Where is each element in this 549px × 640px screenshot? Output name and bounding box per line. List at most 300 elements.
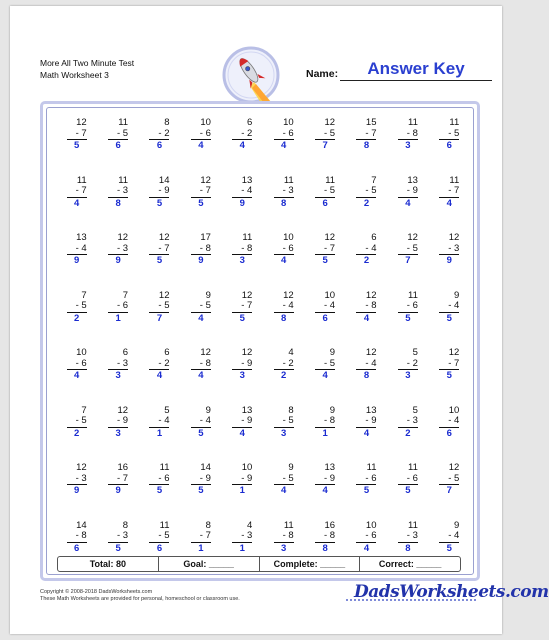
problem-item bbox=[387, 406, 428, 464]
answer: 6 bbox=[322, 197, 328, 209]
answer: 4 bbox=[322, 370, 328, 381]
answer: 1 bbox=[322, 427, 328, 439]
problem-item bbox=[180, 463, 221, 521]
minuend: 7 bbox=[371, 174, 377, 186]
minuend: 12 bbox=[117, 404, 129, 416]
subtrahend: - 5 bbox=[274, 474, 294, 486]
problem-item bbox=[346, 348, 387, 406]
minuend: 12 bbox=[365, 347, 377, 358]
minuend: 6 bbox=[122, 347, 129, 358]
minuend: 10 bbox=[76, 347, 87, 358]
subtrahend: - 8 bbox=[232, 244, 252, 256]
complete-field: Complete: _____ bbox=[260, 557, 361, 571]
minuend: 14 bbox=[200, 462, 211, 473]
minuend: 9 bbox=[454, 289, 460, 301]
minuend: 10 bbox=[283, 232, 294, 243]
answer: 5 bbox=[405, 312, 411, 324]
minuend: 11 bbox=[283, 174, 294, 186]
problem-item bbox=[56, 233, 97, 291]
problem-item bbox=[429, 463, 470, 521]
answer: 5 bbox=[198, 197, 204, 209]
brand-logo: DadsWorksheets.com bbox=[354, 582, 549, 602]
minuend: 9 bbox=[329, 404, 336, 416]
subtrahend: - 8 bbox=[67, 531, 87, 543]
answer: 9 bbox=[446, 255, 452, 266]
subtrahend: - 7 bbox=[67, 186, 87, 198]
problem-item bbox=[139, 291, 180, 349]
minuend: 12 bbox=[76, 117, 87, 128]
answer: 5 bbox=[198, 427, 204, 439]
answer: 5 bbox=[446, 370, 452, 381]
answer: 5 bbox=[405, 485, 411, 496]
subtrahend: - 9 bbox=[108, 416, 128, 428]
minuend: 5 bbox=[164, 404, 170, 416]
answer: 5 bbox=[156, 255, 163, 266]
minuend: 11 bbox=[366, 462, 377, 473]
problem-item bbox=[139, 348, 180, 406]
minuend: 9 bbox=[288, 462, 294, 473]
problem-item bbox=[304, 348, 345, 406]
minuend: 7 bbox=[81, 404, 87, 416]
problem-item bbox=[346, 406, 387, 464]
answer: 7 bbox=[156, 312, 163, 324]
worksheet-subtitle: Math Worksheet 3 bbox=[40, 70, 109, 80]
subtrahend: - 6 bbox=[356, 474, 376, 486]
problem-item bbox=[263, 406, 304, 464]
minuend: 8 bbox=[288, 404, 294, 416]
answer: 4 bbox=[322, 485, 328, 496]
answer: 5 bbox=[115, 542, 121, 554]
answer: 7 bbox=[322, 140, 328, 151]
answer: 3 bbox=[405, 140, 411, 151]
answer: 3 bbox=[281, 542, 287, 554]
subtrahend: - 3 bbox=[439, 244, 459, 256]
minuend: 11 bbox=[76, 174, 87, 186]
subtrahend: - 9 bbox=[232, 416, 252, 428]
problem-item bbox=[222, 406, 263, 464]
problem-item bbox=[387, 176, 428, 234]
answer: 9 bbox=[239, 197, 245, 209]
answer: 1 bbox=[198, 542, 204, 554]
minuend: 12 bbox=[365, 289, 377, 301]
answer: 5 bbox=[156, 197, 163, 209]
problem-item bbox=[263, 233, 304, 291]
subtrahend: - 3 bbox=[67, 474, 87, 486]
minuend: 4 bbox=[247, 519, 253, 531]
subtrahend: - 4 bbox=[439, 301, 459, 313]
answer: 3 bbox=[281, 427, 287, 439]
subtrahend: - 3 bbox=[108, 531, 128, 543]
answer: 9 bbox=[115, 485, 121, 496]
problem-item bbox=[304, 406, 345, 464]
problem-item bbox=[56, 176, 97, 234]
answer: 8 bbox=[363, 140, 370, 151]
minuend: 12 bbox=[324, 117, 336, 128]
subtrahend: - 3 bbox=[398, 416, 418, 428]
subtrahend: - 7 bbox=[232, 301, 252, 313]
minuend: 8 bbox=[164, 117, 170, 128]
problem-item bbox=[263, 348, 304, 406]
answer: 3 bbox=[115, 427, 121, 439]
answer: 4 bbox=[405, 197, 411, 209]
answer: 5 bbox=[363, 485, 370, 496]
problem-item bbox=[429, 233, 470, 291]
minuend: 12 bbox=[117, 232, 129, 243]
worksheet-title: More All Two Minute Test bbox=[40, 58, 135, 68]
subtrahend: - 8 bbox=[356, 301, 376, 313]
answer: 4 bbox=[446, 197, 452, 209]
subtrahend: - 9 bbox=[356, 416, 376, 428]
answer: 3 bbox=[405, 370, 411, 381]
answer: 8 bbox=[405, 542, 411, 554]
answer: 8 bbox=[281, 197, 287, 209]
subtrahend: - 5 bbox=[149, 531, 169, 543]
minuend: 4 bbox=[288, 347, 294, 358]
problem-item bbox=[97, 406, 138, 464]
minuend: 8 bbox=[122, 519, 129, 531]
answer: 2 bbox=[363, 255, 370, 266]
problem-item bbox=[387, 233, 428, 291]
problem-item bbox=[387, 291, 428, 349]
subtrahend: - 4 bbox=[356, 244, 376, 256]
subtrahend: - 8 bbox=[398, 129, 418, 141]
subtrahend: - 5 bbox=[398, 244, 418, 256]
minuend: 12 bbox=[448, 232, 460, 243]
subtrahend: - 9 bbox=[232, 474, 252, 486]
minuend: 12 bbox=[241, 289, 253, 301]
problem-item bbox=[97, 463, 138, 521]
minuend: 11 bbox=[159, 519, 170, 531]
problem-frame bbox=[40, 101, 480, 581]
answer: 1 bbox=[239, 542, 245, 554]
minuend: 11 bbox=[408, 519, 418, 531]
subtrahend: - 8 bbox=[191, 244, 211, 256]
goal-field: Goal: _____ bbox=[159, 557, 260, 571]
minuend: 12 bbox=[448, 462, 460, 473]
subtrahend: - 7 bbox=[191, 186, 211, 198]
subtrahend: - 6 bbox=[398, 301, 418, 313]
minuend: 5 bbox=[412, 347, 418, 358]
subtrahend: - 7 bbox=[439, 186, 459, 198]
problem-item bbox=[139, 176, 180, 234]
subtrahend: - 5 bbox=[315, 129, 335, 141]
subtrahend: - 4 bbox=[439, 416, 459, 428]
answer: 8 bbox=[322, 542, 328, 554]
problem-item bbox=[429, 348, 470, 406]
minuend: 12 bbox=[158, 289, 170, 301]
answer: 4 bbox=[198, 370, 204, 381]
minuend: 7 bbox=[122, 289, 129, 301]
problem-item bbox=[429, 176, 470, 234]
answer: 5 bbox=[322, 255, 328, 266]
minuend: 15 bbox=[365, 117, 377, 128]
name-label: Name: bbox=[306, 68, 339, 80]
subtrahend: - 5 bbox=[315, 186, 335, 198]
problem-item bbox=[222, 118, 263, 176]
problem-item bbox=[180, 118, 221, 176]
subtrahend: - 6 bbox=[356, 531, 376, 543]
answer: 3 bbox=[115, 370, 121, 381]
answer: 7 bbox=[405, 255, 411, 266]
subtrahend: - 6 bbox=[191, 129, 211, 141]
minuend: 12 bbox=[76, 462, 87, 473]
answer: 4 bbox=[363, 542, 370, 554]
subtrahend: - 3 bbox=[108, 244, 128, 256]
subtrahend: - 7 bbox=[315, 244, 335, 256]
problem-item bbox=[56, 118, 97, 176]
minuend: 11 bbox=[449, 174, 460, 186]
subtrahend: - 3 bbox=[274, 186, 294, 198]
minuend: 9 bbox=[454, 519, 460, 531]
subtrahend: - 6 bbox=[67, 359, 87, 371]
minuend: 10 bbox=[448, 404, 460, 416]
subtrahend: - 4 bbox=[232, 186, 252, 198]
answer: 5 bbox=[74, 140, 80, 151]
subtrahend: - 7 bbox=[108, 474, 128, 486]
subtrahend: - 5 bbox=[67, 416, 87, 428]
name-underline bbox=[340, 80, 492, 81]
problem-item bbox=[139, 463, 180, 521]
subtrahend: - 9 bbox=[191, 474, 211, 486]
problem-item bbox=[304, 291, 345, 349]
subtrahend: - 8 bbox=[315, 531, 335, 543]
problem-item bbox=[222, 463, 263, 521]
answer: 6 bbox=[446, 140, 452, 151]
problem-item bbox=[222, 291, 263, 349]
copyright-text: Copyright © 2008-2018 DadsWorksheets.com bbox=[40, 589, 153, 595]
subtrahend: - 7 bbox=[149, 244, 169, 256]
problem-item bbox=[139, 233, 180, 291]
problem-item bbox=[180, 291, 221, 349]
minuend: 12 bbox=[324, 232, 336, 243]
minuend: 9 bbox=[329, 347, 336, 358]
answer: 5 bbox=[198, 485, 204, 496]
problem-grid bbox=[56, 118, 470, 578]
answer: 1 bbox=[156, 427, 163, 439]
problem-item bbox=[56, 348, 97, 406]
problem-item bbox=[346, 233, 387, 291]
answer-key-heading: Answer Key bbox=[367, 59, 465, 78]
answer: 3 bbox=[239, 255, 245, 266]
subtrahend: - 8 bbox=[315, 416, 335, 428]
minuend: 9 bbox=[205, 404, 211, 416]
subtrahend: - 5 bbox=[315, 359, 335, 371]
problem-item bbox=[97, 233, 138, 291]
subtrahend: - 4 bbox=[315, 301, 335, 313]
score-bar bbox=[57, 556, 461, 572]
minuend: 13 bbox=[241, 174, 253, 186]
usage-notice: These Math Worksheets are provided for personal, homeschool or classroom use. bbox=[40, 596, 240, 602]
minuend: 7 bbox=[81, 289, 87, 301]
answer: 5 bbox=[446, 312, 452, 324]
problem-item bbox=[304, 233, 345, 291]
minuend: 12 bbox=[283, 289, 294, 301]
answer: 2 bbox=[405, 427, 411, 439]
subtrahend: - 3 bbox=[108, 186, 128, 198]
problem-item bbox=[304, 463, 345, 521]
minuend: 11 bbox=[242, 232, 253, 243]
problem-item bbox=[97, 118, 138, 176]
answer: 2 bbox=[363, 197, 370, 209]
brand-underline bbox=[346, 597, 476, 601]
problem-item bbox=[180, 176, 221, 234]
minuend: 16 bbox=[117, 462, 129, 473]
problem-item bbox=[56, 463, 97, 521]
answer: 5 bbox=[446, 542, 452, 554]
minuend: 6 bbox=[164, 347, 170, 358]
minuend: 14 bbox=[158, 174, 170, 186]
subtrahend: - 4 bbox=[274, 301, 294, 313]
minuend: 12 bbox=[158, 232, 170, 243]
answer: 6 bbox=[446, 427, 452, 439]
minuend: 10 bbox=[324, 289, 336, 301]
subtrahend: - 5 bbox=[439, 474, 459, 486]
minuend: 13 bbox=[76, 232, 87, 243]
subtrahend: - 5 bbox=[274, 416, 294, 428]
subtrahend: - 7 bbox=[191, 531, 211, 543]
answer: 4 bbox=[363, 312, 370, 324]
answer: 4 bbox=[281, 140, 287, 151]
problem-item bbox=[346, 291, 387, 349]
problem-item bbox=[180, 348, 221, 406]
subtrahend: - 5 bbox=[191, 301, 211, 313]
subtrahend: - 9 bbox=[149, 186, 169, 198]
minuend: 12 bbox=[200, 347, 211, 358]
minuend: 11 bbox=[408, 117, 418, 128]
minuend: 6 bbox=[247, 117, 253, 128]
minuend: 11 bbox=[325, 174, 336, 186]
problem-item bbox=[97, 291, 138, 349]
total-count: Total: 80 bbox=[58, 557, 159, 571]
minuend: 12 bbox=[448, 347, 460, 358]
footer-copyright bbox=[40, 589, 240, 603]
answer: 6 bbox=[115, 140, 121, 151]
subtrahend: - 3 bbox=[108, 359, 128, 371]
subtrahend: - 2 bbox=[149, 129, 169, 141]
problem-item bbox=[346, 118, 387, 176]
subtrahend: - 7 bbox=[439, 359, 459, 371]
problem-item bbox=[263, 118, 304, 176]
answer: 9 bbox=[115, 255, 121, 266]
problem-item bbox=[139, 118, 180, 176]
subtrahend: - 9 bbox=[232, 359, 252, 371]
answer: 6 bbox=[156, 140, 163, 151]
minuend: 9 bbox=[205, 289, 211, 301]
answer: 6 bbox=[74, 542, 80, 554]
subtrahend: - 5 bbox=[149, 301, 169, 313]
answer: 9 bbox=[74, 485, 80, 496]
problem-item bbox=[97, 348, 138, 406]
problem-item bbox=[429, 291, 470, 349]
subtrahend: - 2 bbox=[232, 129, 252, 141]
answer: 5 bbox=[156, 485, 163, 496]
subtrahend: - 4 bbox=[439, 531, 459, 543]
minuend: 13 bbox=[365, 404, 377, 416]
minuend: 13 bbox=[241, 404, 253, 416]
subtrahend: - 7 bbox=[67, 129, 87, 141]
minuend: 11 bbox=[159, 462, 170, 473]
minuend: 10 bbox=[200, 117, 211, 128]
answer: 7 bbox=[446, 485, 452, 496]
problem-item bbox=[180, 233, 221, 291]
problem-item bbox=[387, 118, 428, 176]
answer: 1 bbox=[115, 312, 121, 324]
problem-item bbox=[222, 348, 263, 406]
problem-item bbox=[97, 176, 138, 234]
answer: 2 bbox=[74, 427, 80, 439]
subtrahend: - 9 bbox=[315, 474, 335, 486]
minuend: 13 bbox=[407, 174, 418, 186]
subtrahend: - 2 bbox=[274, 359, 294, 371]
minuend: 11 bbox=[283, 519, 294, 531]
answer: 4 bbox=[363, 427, 370, 439]
answer: 4 bbox=[239, 140, 245, 151]
subtrahend: - 8 bbox=[274, 531, 294, 543]
answer: 2 bbox=[281, 370, 287, 381]
answer: 4 bbox=[156, 370, 163, 381]
problem-item bbox=[263, 176, 304, 234]
answer: 9 bbox=[198, 255, 204, 266]
answer: 4 bbox=[239, 427, 245, 439]
subtrahend: - 7 bbox=[356, 129, 376, 141]
subtrahend: - 6 bbox=[274, 129, 294, 141]
answer: 4 bbox=[74, 370, 80, 381]
problem-item bbox=[263, 291, 304, 349]
subtrahend: - 6 bbox=[108, 301, 128, 313]
minuend: 12 bbox=[241, 347, 253, 358]
subtrahend: - 6 bbox=[398, 474, 418, 486]
subtrahend: - 4 bbox=[191, 416, 211, 428]
correct-field: Correct: _____ bbox=[378, 559, 442, 569]
problem-item bbox=[429, 406, 470, 464]
subtrahend: - 2 bbox=[149, 359, 169, 371]
answer: 3 bbox=[239, 370, 245, 381]
rocket-icon bbox=[220, 44, 282, 106]
answer: 4 bbox=[198, 140, 204, 151]
minuend: 10 bbox=[241, 462, 253, 473]
answer: 8 bbox=[281, 312, 287, 324]
worksheet-page bbox=[10, 6, 549, 634]
minuend: 5 bbox=[412, 404, 418, 416]
minuend: 12 bbox=[407, 232, 418, 243]
subtrahend: - 5 bbox=[67, 301, 87, 313]
minuend: 12 bbox=[200, 174, 211, 186]
minuend: 13 bbox=[324, 462, 336, 473]
answer: 6 bbox=[322, 312, 328, 324]
subtrahend: - 8 bbox=[191, 359, 211, 371]
problem-item bbox=[304, 118, 345, 176]
problem-item bbox=[56, 406, 97, 464]
minuend: 11 bbox=[449, 117, 460, 128]
subtrahend: - 3 bbox=[398, 531, 418, 543]
problem-item bbox=[346, 463, 387, 521]
answer: 2 bbox=[74, 312, 80, 324]
minuend: 11 bbox=[408, 462, 418, 473]
problem-item bbox=[387, 463, 428, 521]
answer: 4 bbox=[198, 312, 204, 324]
minuend: 8 bbox=[205, 519, 211, 531]
minuend: 10 bbox=[365, 519, 377, 531]
problem-item bbox=[180, 406, 221, 464]
minuend: 6 bbox=[371, 232, 377, 243]
answer: 4 bbox=[281, 255, 287, 266]
minuend: 11 bbox=[408, 289, 418, 301]
problem-item bbox=[222, 176, 263, 234]
name-field bbox=[306, 59, 492, 82]
answer: 9 bbox=[74, 255, 80, 266]
minuend: 11 bbox=[118, 117, 129, 128]
subtrahend: - 5 bbox=[356, 186, 376, 198]
